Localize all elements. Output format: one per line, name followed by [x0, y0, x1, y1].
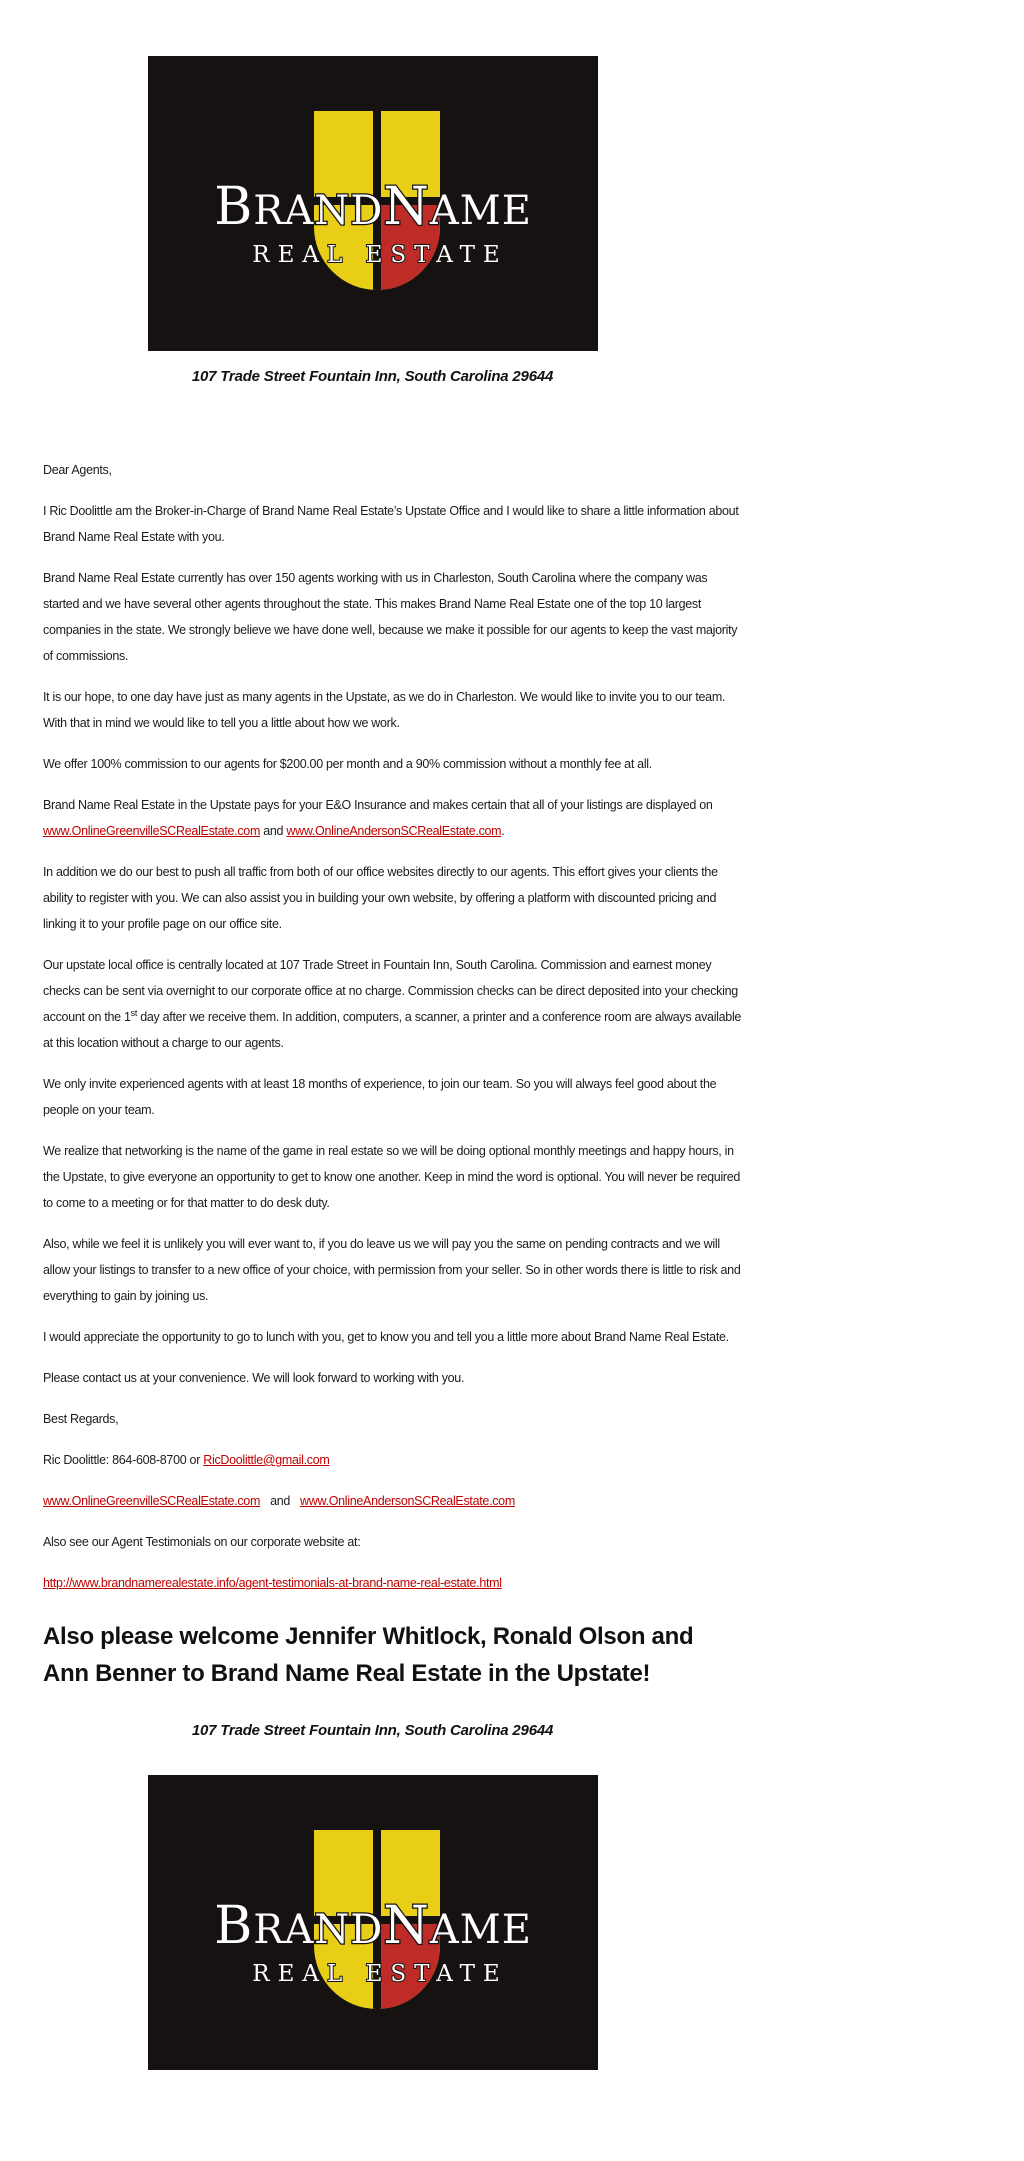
brand-logo-banner-top — [0, 0, 745, 351]
brand-logo-image — [148, 56, 598, 351]
paragraph-office — [43, 952, 743, 1056]
testimonials-line — [43, 1570, 743, 1596]
paragraph-contact-us: Please contact us at your convenience. We will look forward to working with you. — [43, 1371, 465, 1385]
logo-wordmark: BRANDNAME — [213, 177, 532, 237]
office-text-before: Our upstate local office is centrally located at 107 Trade Street in Fountain Inn, South Carolina. Commission and earnest money checks can be sent via overnight to our corporate office at no charge. Commission checks can be direct deposited into your checking account on the 1 — [43, 958, 738, 1024]
address-line-top: 107 Trade Street Fountain Inn, South Carolina 29644 — [191, 368, 554, 385]
paragraph-leave-policy: Also, while we feel it is unlikely you will ever want to, if you do leave us we will pay you the same on pending contracts and we will allow your listings to transfer to a new office of your choice, with permission from your seller. So in other words there is little to risk and everything to gain by joining us. — [43, 1237, 741, 1303]
closing: Best Regards, — [43, 1412, 119, 1426]
paragraph-commission: We offer 100% commission to our agents for $200.00 per month and a 90% commission without a monthly fee at all. — [43, 757, 652, 771]
testimonials-intro: Also see our Agent Testimonials on our corporate website at: — [43, 1535, 361, 1549]
greenville-site-link[interactable]: www.OnlineGreenvilleSCRealEstate.com — [43, 824, 261, 838]
paragraph-networking: We realize that networking is the name of the game in real estate so we will be doing optional monthly meetings and happy hours, in the Upstate, to give everyone an opportunity to get to know one another. Keep in mind the word is optional. You will never be required to come to a meeting or for that matter to do desk duty. — [43, 1144, 741, 1210]
paragraph-lunch: I would appreciate the opportunity to go to lunch with you, get to know you and tell you a little more about Brand Name Real Estate. — [43, 1330, 729, 1344]
eo-text-before: Brand Name Real Estate in the Upstate pays for your E&O Insurance and makes certain that all of your listings are displayed on — [43, 798, 713, 812]
sites-line — [43, 1488, 743, 1514]
logo-subtitle: REAL ESTATE — [251, 242, 508, 268]
email-link[interactable]: RicDoolittle@gmail.com — [203, 1453, 330, 1467]
brand-logo-image-bottom — [148, 1775, 598, 2070]
paragraph-intro: I Ric Doolittle am the Broker-in-Charge of Brand Name Real Estate’s Upstate Office and I would like to share a little information about Brand Name Real Estate with you. — [43, 504, 739, 544]
logo-subtitle: REAL ESTATE — [251, 1961, 508, 1987]
welcome-heading: Also please welcome Jennifer Whitlock, Ronald Olson and Ann Benner to Brand Name Real Estate in the Upstate! — [43, 1623, 694, 1687]
address-line-bottom: 107 Trade Street Fountain Inn, South Carolina 29644 — [191, 1722, 554, 1739]
paragraph-hope: It is our hope, to one day have just as many agents in the Upstate, as we do in Charleston. We would like to invite you to our team. With that in mind we would like to tell you a little about how we work. — [43, 690, 726, 730]
anderson-site-link-footer[interactable]: www.OnlineAndersonSCRealEstate.com — [300, 1494, 515, 1508]
contact-line — [43, 1447, 743, 1473]
office-text-after: day after we receive them. In addition, computers, a scanner, a printer and a conference room are always available at this location without a charge to our agents. — [43, 1010, 742, 1050]
greenville-site-link-footer[interactable]: www.OnlineGreenvilleSCRealEstate.com — [43, 1494, 261, 1508]
paragraph-company: Brand Name Real Estate currently has over 150 agents working with us in Charleston, South Carolina where the company was started and we have several other agents throughout the state. This makes Brand Name Real Estate one of the top 10 largest companies in the state. We strongly believe we have done well, because we make it possible for our agents to keep the vast majority of commissions. — [43, 571, 738, 663]
letter-body — [43, 457, 743, 1596]
brand-logo-banner-bottom — [0, 1775, 745, 2096]
eo-text-and: and — [260, 824, 287, 838]
paragraph-experience: We only invite experienced agents with at least 18 months of experience, to join our team. So you will always feel good about the people on your team. — [43, 1077, 717, 1117]
salutation: Dear Agents, — [43, 463, 112, 477]
contact-prefix: Ric Doolittle: 864-608-8700 or — [43, 1453, 204, 1467]
paragraph-traffic: In addition we do our best to push all traffic from both of our office websites directly to our agents. This effort gives your clients the ability to register with you. We can also assist you in building your own website, by offering a platform with discounted pricing and linking it to your profile page on our office site. — [43, 865, 718, 931]
anderson-site-link[interactable]: www.OnlineAndersonSCRealEstate.com — [286, 824, 502, 838]
testimonials-link[interactable]: http://www.brandnamerealestate.info/agent-testimonials-at-brand-name-real-estate.html — [43, 1576, 502, 1590]
paragraph-eo-insurance — [43, 792, 743, 844]
eo-text-period: . — [501, 824, 505, 838]
office-ordinal-superscript: st — [130, 1007, 138, 1018]
sites-and-text: and — [270, 1494, 291, 1508]
logo-wordmark: BRANDNAME — [213, 1896, 532, 1956]
